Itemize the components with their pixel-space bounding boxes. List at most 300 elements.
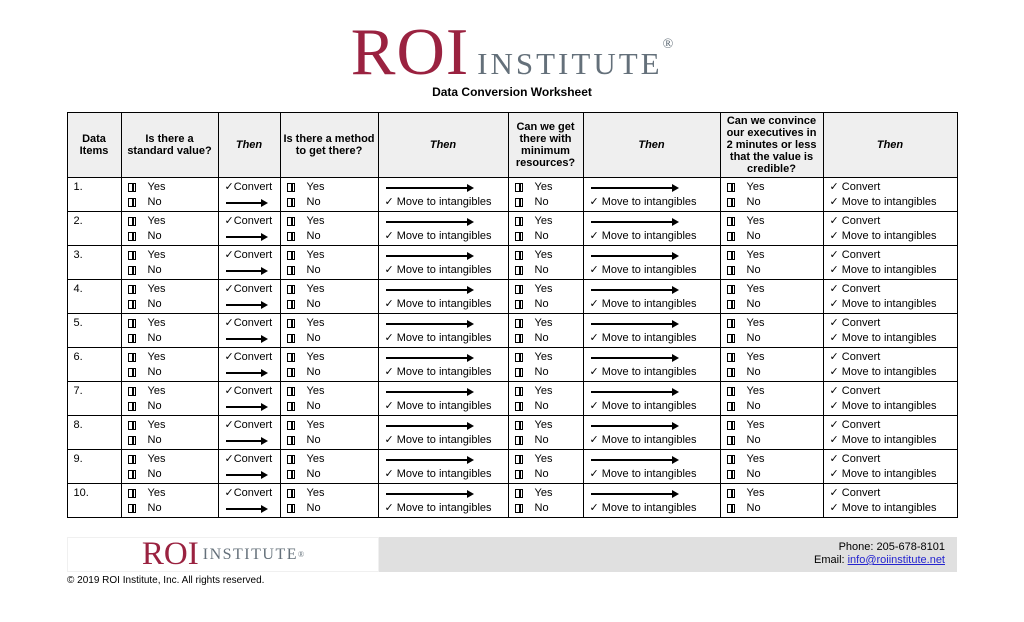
checkbox-yes[interactable] (128, 353, 136, 362)
checkbox-yes[interactable] (515, 489, 523, 498)
min-resources-cell (508, 484, 583, 518)
right-arrow-icon (386, 493, 468, 495)
no-label: No (746, 434, 761, 446)
move-to-intangibles-label: ✓ Move to intangibles (384, 502, 492, 514)
no-label: No (147, 298, 162, 310)
checkbox-yes[interactable] (515, 421, 523, 430)
yes-label: Yes (306, 249, 325, 261)
checkbox-no[interactable] (727, 402, 735, 411)
checkbox-no[interactable] (515, 266, 523, 275)
yes-label: Yes (147, 181, 166, 193)
then-convert-intangibles-cell (823, 314, 957, 348)
checkbox-yes[interactable] (287, 421, 295, 430)
right-arrow-icon (226, 236, 262, 238)
method-cell (280, 484, 378, 518)
convert-label: ✓Convert (224, 419, 273, 431)
then-intangibles-cell (378, 416, 508, 450)
checkbox-no[interactable] (128, 402, 136, 411)
checkbox-no[interactable] (727, 266, 735, 275)
yes-label: Yes (746, 385, 765, 397)
checkbox-yes[interactable] (515, 353, 523, 362)
checkbox-yes[interactable] (727, 251, 735, 260)
checkbox-yes[interactable] (727, 455, 735, 464)
then-convert-intangibles-cell (823, 484, 957, 518)
yes-label: Yes (746, 283, 765, 295)
no-label: No (306, 332, 321, 344)
convert-label: ✓ Convert (829, 385, 881, 397)
no-label: No (746, 332, 761, 344)
data-item-cell (67, 484, 121, 518)
move-to-intangibles-label: ✓ Move to intangibles (589, 298, 697, 310)
credible-cell (720, 348, 823, 382)
then-convert-cell (218, 416, 280, 450)
convert-label: ✓Convert (224, 351, 273, 363)
yes-label: Yes (746, 419, 765, 431)
convert-label: ✓Convert (224, 453, 273, 465)
no-label: No (306, 230, 321, 242)
checkbox-no[interactable] (128, 470, 136, 479)
convert-label: ✓Convert (224, 249, 273, 261)
checkbox-no[interactable] (128, 232, 136, 241)
move-to-intangibles-label: ✓ Move to intangibles (384, 400, 492, 412)
standard-value-cell (121, 246, 218, 280)
logo-institute-text: INSTITUTE (477, 46, 663, 81)
email-link[interactable]: info@roiinstitute.net (847, 554, 945, 566)
min-resources-cell (508, 246, 583, 280)
then-intangibles-cell (583, 348, 720, 382)
right-arrow-icon (386, 459, 468, 461)
then-intangibles-cell (378, 348, 508, 382)
no-label: No (746, 196, 761, 208)
checkbox-no[interactable] (287, 198, 295, 207)
move-to-intangibles-label: ✓ Move to intangibles (589, 468, 697, 480)
yes-label: Yes (306, 181, 325, 193)
header-row (67, 113, 957, 178)
no-label: No (147, 400, 162, 412)
data-item-cell (67, 280, 121, 314)
method-cell (280, 212, 378, 246)
checkbox-yes[interactable] (515, 183, 523, 192)
then-intangibles-cell (378, 246, 508, 280)
move-to-intangibles-label: ✓ Move to intangibles (384, 468, 492, 480)
move-to-intangibles-label: ✓ Move to intangibles (384, 196, 492, 208)
min-resources-cell (508, 450, 583, 484)
yes-label: Yes (147, 453, 166, 465)
move-to-intangibles-label: ✓ Move to intangibles (589, 264, 697, 276)
checkbox-no[interactable] (515, 504, 523, 513)
table-row (67, 382, 957, 416)
then-convert-intangibles-cell (823, 416, 957, 450)
convert-label: ✓ Convert (829, 215, 881, 227)
page-title: Data Conversion Worksheet (432, 85, 592, 99)
checkbox-yes[interactable] (287, 455, 295, 464)
checkbox-no[interactable] (287, 334, 295, 343)
col-header-then-2: Then (378, 113, 508, 178)
credible-cell (720, 314, 823, 348)
standard-value-cell (121, 348, 218, 382)
no-label: No (306, 400, 321, 412)
move-to-intangibles-label: ✓ Move to intangibles (829, 332, 937, 344)
credible-cell (720, 416, 823, 450)
col-header-then-3: Then (583, 113, 720, 178)
then-intangibles-cell (583, 246, 720, 280)
yes-label: Yes (746, 181, 765, 193)
no-label: No (147, 230, 162, 242)
yes-label: Yes (534, 419, 553, 431)
checkbox-no[interactable] (727, 198, 735, 207)
then-convert-cell (218, 484, 280, 518)
no-label: No (746, 468, 761, 480)
yes-label: Yes (746, 317, 765, 329)
checkbox-no[interactable] (515, 402, 523, 411)
checkbox-yes[interactable] (515, 285, 523, 294)
col-header-then-1: Then (218, 113, 280, 178)
data-item-cell (67, 314, 121, 348)
phone-number: Phone: 205-678-8101 (838, 541, 945, 553)
checkbox-yes[interactable] (727, 489, 735, 498)
yes-label: Yes (534, 487, 553, 499)
move-to-intangibles-label: ✓ Move to intangibles (384, 434, 492, 446)
col-header-convince-executives: Can we convince our executives in 2 minutes or less that the value is credible? (720, 113, 823, 178)
no-label: No (534, 332, 549, 344)
then-intangibles-cell (378, 382, 508, 416)
checkbox-yes[interactable] (727, 421, 735, 430)
standard-value-cell (121, 314, 218, 348)
checkbox-no[interactable] (128, 198, 136, 207)
checkbox-no[interactable] (287, 402, 295, 411)
checkbox-no[interactable] (727, 334, 735, 343)
checkbox-yes[interactable] (128, 183, 136, 192)
move-to-intangibles-label: ✓ Move to intangibles (589, 400, 697, 412)
convert-label: ✓ Convert (829, 181, 881, 193)
table-row (67, 280, 957, 314)
checkbox-yes[interactable] (287, 285, 295, 294)
checkbox-no[interactable] (128, 368, 136, 377)
no-label: No (746, 230, 761, 242)
checkbox-no[interactable] (128, 300, 136, 309)
checkbox-no[interactable] (515, 470, 523, 479)
checkbox-yes[interactable] (128, 421, 136, 430)
checkbox-no[interactable] (128, 504, 136, 513)
table-row (67, 348, 957, 382)
table-row (67, 212, 957, 246)
table-row (67, 416, 957, 450)
move-to-intangibles-label: ✓ Move to intangibles (829, 400, 937, 412)
yes-label: Yes (534, 453, 553, 465)
logo-roi-text: ROI (350, 15, 470, 89)
checkbox-no[interactable] (727, 470, 735, 479)
data-item-cell (67, 450, 121, 484)
then-intangibles-cell (378, 450, 508, 484)
checkbox-yes[interactable] (128, 285, 136, 294)
yes-label: Yes (306, 487, 325, 499)
right-arrow-icon (226, 474, 262, 476)
yes-label: Yes (147, 487, 166, 499)
credible-cell (720, 212, 823, 246)
then-convert-intangibles-cell (823, 178, 957, 212)
checkbox-yes[interactable] (287, 353, 295, 362)
yes-label: Yes (306, 453, 325, 465)
move-to-intangibles-label: ✓ Move to intangibles (829, 366, 937, 378)
credible-cell (720, 484, 823, 518)
then-convert-cell (218, 212, 280, 246)
checkbox-no[interactable] (727, 368, 735, 377)
footer-contact (379, 537, 957, 572)
worksheet-body (67, 178, 957, 518)
convert-label: ✓Convert (224, 317, 273, 329)
then-intangibles-cell (583, 382, 720, 416)
table-row (67, 246, 957, 280)
row-number: 3. (73, 249, 83, 261)
checkbox-yes[interactable] (287, 319, 295, 328)
checkbox-no[interactable] (727, 436, 735, 445)
move-to-intangibles-label: ✓ Move to intangibles (829, 196, 937, 208)
no-label: No (746, 366, 761, 378)
then-convert-intangibles-cell (823, 348, 957, 382)
move-to-intangibles-label: ✓ Move to intangibles (384, 264, 492, 276)
checkbox-no[interactable] (515, 334, 523, 343)
move-to-intangibles-label: ✓ Move to intangibles (384, 298, 492, 310)
method-cell (280, 450, 378, 484)
checkbox-yes[interactable] (287, 251, 295, 260)
row-number: 5. (73, 317, 83, 329)
email-label: Email: (814, 554, 845, 566)
no-label: No (147, 196, 162, 208)
yes-label: Yes (306, 317, 325, 329)
no-label: No (534, 468, 549, 480)
then-intangibles-cell (583, 212, 720, 246)
right-arrow-icon (386, 221, 468, 223)
checkbox-yes[interactable] (727, 217, 735, 226)
min-resources-cell (508, 178, 583, 212)
no-label: No (147, 332, 162, 344)
registered-mark: ® (298, 550, 305, 559)
yes-label: Yes (147, 385, 166, 397)
right-arrow-icon (226, 372, 262, 374)
data-item-cell (67, 348, 121, 382)
checkbox-yes[interactable] (128, 251, 136, 260)
no-label: No (147, 468, 162, 480)
right-arrow-icon (226, 508, 262, 510)
checkbox-yes[interactable] (287, 489, 295, 498)
checkbox-no[interactable] (727, 300, 735, 309)
checkbox-no[interactable] (128, 266, 136, 275)
no-label: No (147, 502, 162, 514)
checkbox-no[interactable] (727, 504, 735, 513)
checkbox-no[interactable] (515, 436, 523, 445)
logo-roi-text: ROI (141, 536, 199, 572)
registered-mark: ® (662, 37, 674, 52)
then-convert-intangibles-cell (823, 450, 957, 484)
checkbox-no[interactable] (287, 368, 295, 377)
table-row (67, 314, 957, 348)
no-label: No (147, 366, 162, 378)
then-convert-intangibles-cell (823, 246, 957, 280)
yes-label: Yes (534, 385, 553, 397)
checkbox-yes[interactable] (287, 217, 295, 226)
checkbox-no[interactable] (515, 232, 523, 241)
yes-label: Yes (306, 283, 325, 295)
right-arrow-icon (591, 187, 673, 189)
checkbox-yes[interactable] (515, 251, 523, 260)
then-intangibles-cell (378, 212, 508, 246)
convert-label: ✓Convert (224, 215, 273, 227)
checkbox-yes[interactable] (727, 285, 735, 294)
yes-label: Yes (746, 351, 765, 363)
checkbox-no[interactable] (287, 436, 295, 445)
footer-logo (67, 537, 379, 572)
logo-institute-text: INSTITUTE (202, 545, 299, 563)
no-label: No (306, 502, 321, 514)
right-arrow-icon (591, 323, 673, 325)
no-label: No (534, 264, 549, 276)
checkbox-yes[interactable] (128, 455, 136, 464)
convert-label: ✓ Convert (829, 317, 881, 329)
then-convert-intangibles-cell (823, 280, 957, 314)
then-intangibles-cell (583, 280, 720, 314)
move-to-intangibles-label: ✓ Move to intangibles (829, 264, 937, 276)
checkbox-yes[interactable] (727, 319, 735, 328)
move-to-intangibles-label: ✓ Move to intangibles (829, 230, 937, 242)
move-to-intangibles-label: ✓ Move to intangibles (589, 366, 697, 378)
no-label: No (534, 400, 549, 412)
checkbox-yes[interactable] (727, 387, 735, 396)
then-convert-cell (218, 314, 280, 348)
checkbox-no[interactable] (287, 470, 295, 479)
col-header-method: Is there a method to get there? (280, 113, 378, 178)
row-number: 1. (73, 181, 83, 193)
yes-label: Yes (306, 351, 325, 363)
move-to-intangibles-label: ✓ Move to intangibles (589, 230, 697, 242)
checkbox-yes[interactable] (727, 353, 735, 362)
convert-label: ✓ Convert (829, 453, 881, 465)
convert-label: ✓ Convert (829, 249, 881, 261)
col-header-min-resources: Can we get there with minimum resources? (508, 113, 583, 178)
no-label: No (306, 366, 321, 378)
checkbox-no[interactable] (287, 300, 295, 309)
checkbox-yes[interactable] (128, 489, 136, 498)
right-arrow-icon (226, 338, 262, 340)
yes-label: Yes (534, 351, 553, 363)
then-convert-intangibles-cell (823, 382, 957, 416)
right-arrow-icon (386, 255, 468, 257)
row-number: 2. (73, 215, 83, 227)
right-arrow-icon (591, 459, 673, 461)
then-intangibles-cell (583, 314, 720, 348)
checkbox-no[interactable] (128, 334, 136, 343)
right-arrow-icon (226, 304, 262, 306)
data-item-cell (67, 212, 121, 246)
no-label: No (746, 502, 761, 514)
checkbox-yes[interactable] (128, 319, 136, 328)
no-label: No (746, 400, 761, 412)
convert-label: ✓Convert (224, 181, 273, 193)
checkbox-no[interactable] (515, 300, 523, 309)
no-label: No (534, 196, 549, 208)
credible-cell (720, 178, 823, 212)
checkbox-yes[interactable] (128, 387, 136, 396)
right-arrow-icon (226, 406, 262, 408)
yes-label: Yes (147, 351, 166, 363)
standard-value-cell (121, 484, 218, 518)
then-intangibles-cell (378, 314, 508, 348)
checkbox-no[interactable] (515, 368, 523, 377)
no-label: No (306, 264, 321, 276)
move-to-intangibles-label: ✓ Move to intangibles (829, 502, 937, 514)
convert-label: ✓ Convert (829, 419, 881, 431)
move-to-intangibles-label: ✓ Move to intangibles (589, 502, 697, 514)
then-convert-cell (218, 450, 280, 484)
row-number: 7. (73, 385, 83, 397)
standard-value-cell (121, 416, 218, 450)
data-item-cell (67, 246, 121, 280)
yes-label: Yes (306, 385, 325, 397)
convert-label: ✓Convert (224, 487, 273, 499)
then-intangibles-cell (378, 484, 508, 518)
checkbox-yes[interactable] (515, 387, 523, 396)
convert-label: ✓ Convert (829, 487, 881, 499)
data-item-cell (67, 178, 121, 212)
min-resources-cell (508, 212, 583, 246)
min-resources-cell (508, 314, 583, 348)
then-intangibles-cell (378, 280, 508, 314)
no-label: No (534, 502, 549, 514)
right-arrow-icon (226, 270, 262, 272)
checkbox-yes[interactable] (515, 319, 523, 328)
no-label: No (147, 434, 162, 446)
checkbox-no[interactable] (515, 198, 523, 207)
checkbox-yes[interactable] (128, 217, 136, 226)
move-to-intangibles-label: ✓ Move to intangibles (589, 332, 697, 344)
checkbox-yes[interactable] (287, 183, 295, 192)
convert-label: ✓Convert (224, 283, 273, 295)
then-convert-cell (218, 178, 280, 212)
then-convert-cell (218, 348, 280, 382)
standard-value-cell (121, 280, 218, 314)
yes-label: Yes (306, 419, 325, 431)
move-to-intangibles-label: ✓ Move to intangibles (384, 332, 492, 344)
col-header-data-items: Data Items (67, 113, 121, 178)
no-label: No (306, 298, 321, 310)
checkbox-yes[interactable] (515, 217, 523, 226)
checkbox-no[interactable] (287, 504, 295, 513)
checkbox-yes[interactable] (515, 455, 523, 464)
no-label: No (147, 264, 162, 276)
method-cell (280, 416, 378, 450)
checkbox-no[interactable] (287, 232, 295, 241)
standard-value-cell (121, 382, 218, 416)
checkbox-no[interactable] (727, 232, 735, 241)
credible-cell (720, 280, 823, 314)
yes-label: Yes (746, 249, 765, 261)
checkbox-no[interactable] (287, 266, 295, 275)
checkbox-no[interactable] (128, 436, 136, 445)
then-intangibles-cell (583, 416, 720, 450)
right-arrow-icon (386, 187, 468, 189)
checkbox-yes[interactable] (287, 387, 295, 396)
checkbox-yes[interactable] (727, 183, 735, 192)
row-number: 4. (73, 283, 83, 295)
min-resources-cell (508, 280, 583, 314)
move-to-intangibles-label: ✓ Move to intangibles (829, 434, 937, 446)
right-arrow-icon (226, 440, 262, 442)
then-intangibles-cell (583, 178, 720, 212)
right-arrow-icon (591, 493, 673, 495)
right-arrow-icon (591, 425, 673, 427)
then-intangibles-cell (378, 178, 508, 212)
yes-label: Yes (147, 249, 166, 261)
yes-label: Yes (147, 215, 166, 227)
